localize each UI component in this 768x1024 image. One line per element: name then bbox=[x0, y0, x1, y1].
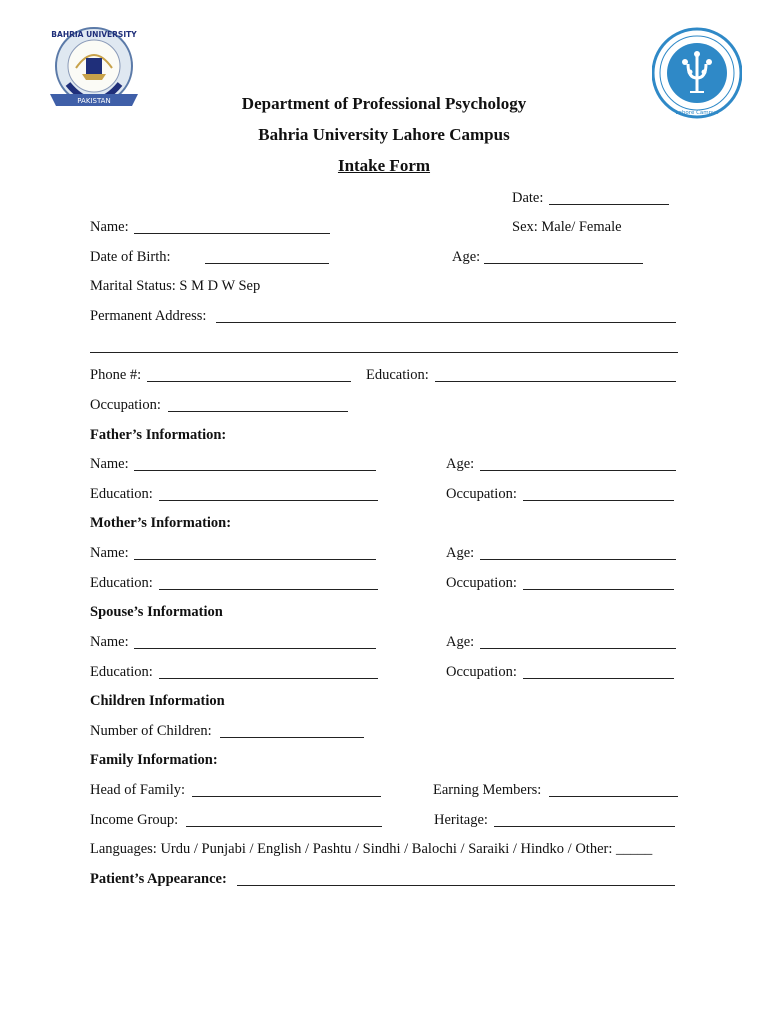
marital-status-label: Marital Status: S M D W Sep bbox=[90, 278, 261, 294]
mother-occupation-field[interactable] bbox=[523, 589, 674, 590]
father-occupation-field[interactable] bbox=[523, 500, 674, 501]
mother-age-label: Age: bbox=[446, 545, 475, 561]
address-field[interactable] bbox=[216, 322, 676, 323]
father-name-field[interactable] bbox=[134, 470, 376, 471]
patient-appearance-label: Patient’s Appearance: bbox=[90, 871, 227, 887]
phone-field[interactable] bbox=[147, 381, 351, 382]
head-of-family-field[interactable] bbox=[192, 796, 381, 797]
father-age-label: Age: bbox=[446, 456, 475, 472]
spouse-section-heading: Spouse’s Information bbox=[90, 604, 223, 620]
father-name-label: Name: bbox=[90, 456, 129, 472]
earning-members-field[interactable] bbox=[549, 796, 678, 797]
father-education-field[interactable] bbox=[159, 500, 378, 501]
mother-section-heading: Mother’s Information: bbox=[90, 515, 232, 531]
university-heading: Bahria University Lahore Campus bbox=[258, 125, 510, 144]
spouse-name-field[interactable] bbox=[134, 648, 376, 649]
patient-appearance-field[interactable] bbox=[237, 885, 675, 886]
name-label: Name: bbox=[90, 219, 129, 235]
mother-name-label: Name: bbox=[90, 545, 129, 561]
education-field[interactable] bbox=[435, 381, 676, 382]
children-count-field[interactable] bbox=[220, 737, 364, 738]
family-section-heading: Family Information: bbox=[90, 752, 218, 768]
income-group-label: Income Group: bbox=[90, 812, 179, 828]
father-occupation-label: Occupation: bbox=[446, 486, 517, 502]
mother-education-label: Education: bbox=[90, 575, 153, 591]
children-section-heading: Children Information bbox=[90, 693, 225, 709]
logo-bottom-text: Lahore Campus bbox=[675, 110, 719, 116]
spouse-occupation-label: Occupation: bbox=[446, 664, 517, 680]
earning-members-label: Earning Members: bbox=[433, 782, 542, 798]
address-field-line-2[interactable] bbox=[90, 352, 678, 353]
languages-line: Languages: Urdu / Punjabi / English / Pashtu / Sindhi / Balochi / Saraiki / Hindko / Other: _____ bbox=[90, 841, 653, 857]
date-label: Date: bbox=[512, 190, 544, 206]
address-label: Permanent Address: bbox=[90, 308, 207, 324]
mother-name-field[interactable] bbox=[134, 559, 376, 560]
income-group-field[interactable] bbox=[186, 826, 382, 827]
logo-arc-text: BAHRIA UNIVERSITY bbox=[51, 30, 137, 39]
heritage-field[interactable] bbox=[494, 826, 675, 827]
spouse-education-field[interactable] bbox=[159, 678, 378, 679]
age-field[interactable] bbox=[484, 263, 643, 264]
spouse-occupation-field[interactable] bbox=[523, 678, 674, 679]
heritage-label: Heritage: bbox=[434, 812, 488, 828]
occupation-field[interactable] bbox=[168, 411, 348, 412]
spouse-age-field[interactable] bbox=[480, 648, 676, 649]
phone-label: Phone #: bbox=[90, 367, 142, 383]
sex-label: Sex: Male/ Female bbox=[512, 219, 622, 235]
spouse-education-label: Education: bbox=[90, 664, 153, 680]
name-field[interactable] bbox=[134, 233, 330, 234]
dob-field[interactable] bbox=[205, 263, 329, 264]
father-education-label: Education: bbox=[90, 486, 153, 502]
education-label: Education: bbox=[366, 367, 429, 383]
head-of-family-label: Head of Family: bbox=[90, 782, 186, 798]
form-title: Intake Form bbox=[337, 156, 431, 175]
children-count-label: Number of Children: bbox=[90, 723, 212, 739]
logo-ribbon-text: PAKISTAN bbox=[77, 97, 111, 105]
mother-occupation-label: Occupation: bbox=[446, 575, 517, 591]
department-heading: Department of Professional Psychology bbox=[241, 94, 527, 113]
dob-label: Date of Birth: bbox=[90, 249, 171, 265]
father-age-field[interactable] bbox=[480, 470, 676, 471]
occupation-label: Occupation: bbox=[90, 397, 161, 413]
father-section-heading: Father’s Information: bbox=[90, 427, 227, 443]
age-label: Age: bbox=[452, 249, 481, 265]
date-field[interactable] bbox=[549, 204, 669, 205]
mother-age-field[interactable] bbox=[480, 559, 676, 560]
spouse-name-label: Name: bbox=[90, 634, 129, 650]
mother-education-field[interactable] bbox=[159, 589, 378, 590]
spouse-age-label: Age: bbox=[446, 634, 475, 650]
